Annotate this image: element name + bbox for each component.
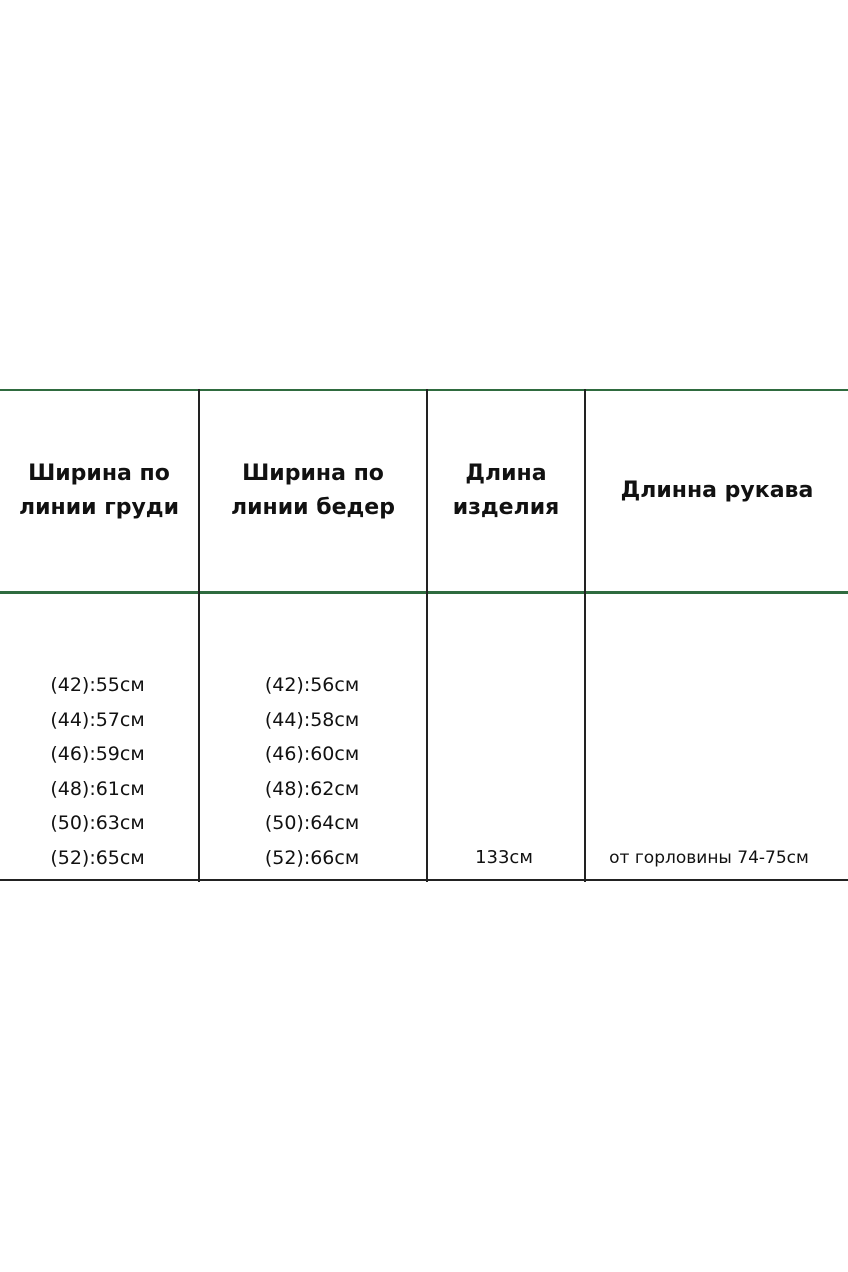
table-bottom-border bbox=[0, 879, 848, 881]
sleeve-length-value: от горловины 74-75см bbox=[609, 847, 809, 868]
header-sleeve-length bbox=[586, 391, 848, 591]
header-product-length-label: Длина изделия bbox=[452, 461, 560, 520]
list-item: (46):59см bbox=[50, 743, 145, 765]
list-item: (44):58см bbox=[264, 708, 360, 731]
sleeve-length-cell bbox=[586, 594, 848, 879]
list-item: (42):56см bbox=[264, 674, 360, 696]
size-table bbox=[0, 389, 848, 882]
header-hip-width-label: Ширина по линии бедер bbox=[231, 461, 395, 520]
list-item: (42):55см bbox=[50, 674, 145, 696]
chest-width-list bbox=[50, 668, 144, 875]
list-item: (52):66см bbox=[264, 846, 360, 869]
list-item: (50):63см bbox=[50, 812, 145, 834]
list-item: (48):62см bbox=[264, 777, 360, 800]
list-item: (44):57см bbox=[50, 708, 145, 731]
product-length-cell bbox=[428, 594, 584, 879]
hip-width-list bbox=[265, 668, 359, 875]
chest-width-cell bbox=[0, 594, 198, 879]
hip-width-cell bbox=[200, 594, 426, 879]
header-chest-width bbox=[0, 391, 198, 591]
header-chest-width-label: Ширина по линии груди bbox=[19, 461, 179, 520]
list-item: (50):64см bbox=[264, 812, 360, 834]
header-product-length bbox=[428, 391, 584, 591]
list-item: (48):61см bbox=[50, 777, 145, 800]
list-item: (46):60см bbox=[264, 743, 360, 765]
product-length-value: 133см bbox=[475, 846, 533, 868]
header-sleeve-length-label: Длинна рукава bbox=[620, 478, 814, 503]
list-item: (52):65см bbox=[50, 846, 145, 869]
header-hip-width bbox=[200, 391, 426, 591]
